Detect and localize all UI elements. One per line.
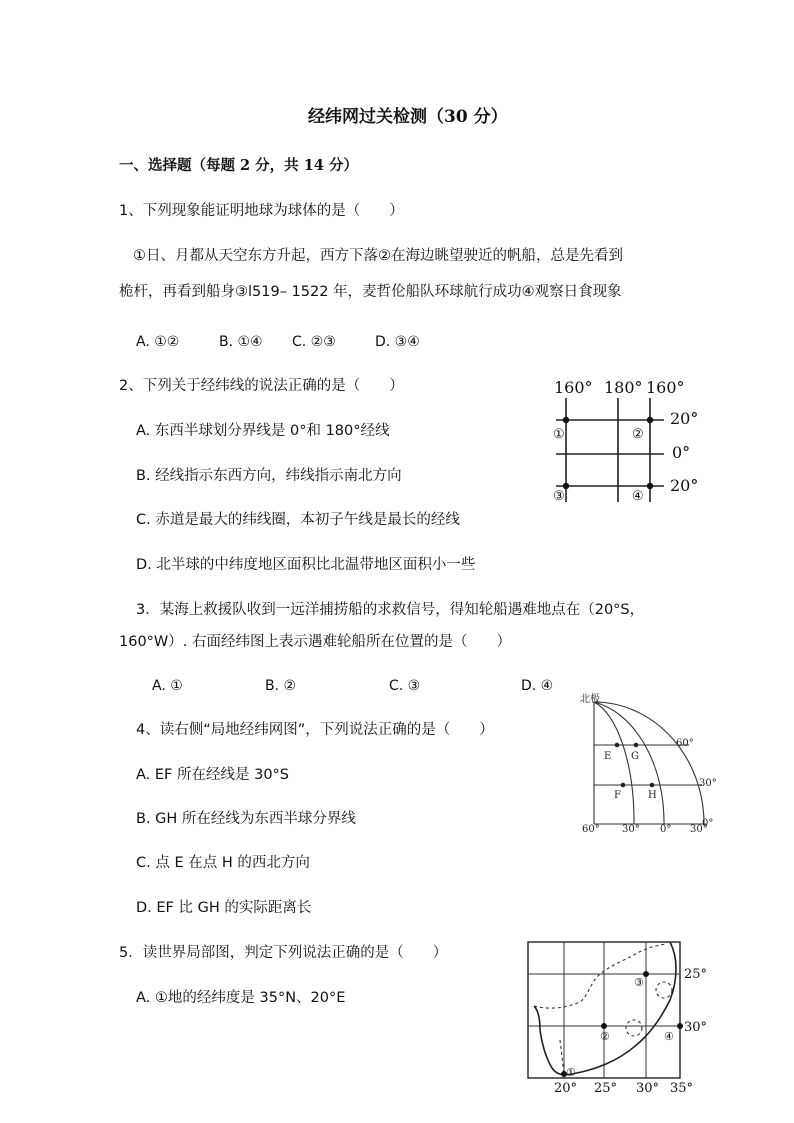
q3-option-a: A. ① (152, 678, 183, 694)
lat-lon-grid-figure (552, 376, 712, 504)
q1-stem: 1、下列现象能证明地球为球体的是（ ） (119, 203, 404, 219)
page-title: 经纬网过关检测（30 分） (308, 107, 508, 127)
world-partial-map-figure (520, 940, 708, 1098)
map-point-1: ① (566, 1066, 576, 1079)
q4-option-c: C. 点 E 在点 H 的西北方向 (136, 855, 310, 871)
q5-option-a: A. ①地的经纬度是 35°N、20°E (136, 990, 346, 1006)
grid-point-1: ① (553, 427, 565, 442)
graticule-lat-30: 30° (699, 778, 717, 789)
grid-lon-label-3: 160° (646, 378, 685, 397)
q1-option-a: A. ①② (136, 334, 180, 350)
section-heading: 一、选择题（每题 2 分，共 14 分） (119, 157, 358, 174)
q1-option-b: B. ①④ (219, 334, 263, 350)
q1-option-d: D. ③④ (375, 334, 420, 350)
map-lat-30: 30° (684, 1020, 708, 1035)
q3-option-d: D. ④ (521, 678, 554, 694)
graticule-lon-0: 0° (660, 824, 672, 835)
grid-lon-label-2: 180° (604, 378, 643, 397)
q4-option-d: D. EF 比 GH 的实际距离长 (136, 900, 312, 916)
q4-stem: 4、读右侧“局地经纬网图”，下列说法正确的是（ ） (136, 722, 494, 738)
map-lon-20: 20° (554, 1081, 578, 1096)
north-pole-label: 北极 (580, 694, 600, 705)
q1-body-line2: 桅杆，再看到船身③l519– 1522 年，麦哲伦船队环球航行成功④观察日食现象 (119, 284, 622, 300)
graticule-lon-60: 60° (582, 824, 600, 835)
graticule-point-g: G (631, 751, 639, 762)
q3-stem-line1: 3．某海上救援队收到一远洋捕捞船的求救信号，得知轮船遇难地点在（20°S， (136, 602, 645, 618)
q3-stem-line2: 160°W）. 右面经纬图上表示遇难轮船所在位置的是（ ） (119, 634, 511, 650)
map-lon-30: 30° (636, 1081, 660, 1096)
q1-body-line1: ①日、月都从天空东方升起，西方下落②在海边眺望驶近的帆船，总是先看到 (133, 248, 623, 264)
graticule-lon-30-west: 30° (622, 824, 640, 835)
local-graticule-figure (576, 690, 721, 835)
q4-option-a: A. EF 所在经线是 30°S (136, 767, 290, 783)
q5-stem: 5．读世界局部图，判定下列说法正确的是（ ） (119, 945, 448, 961)
map-point-3: ③ (634, 976, 644, 989)
map-point-2: ② (600, 1030, 610, 1043)
q2-option-a: A. 东西半球划分界线是 0°和 180°经线 (136, 423, 390, 439)
graticule-point-h: H (648, 790, 657, 801)
grid-lat-label-3: 20° (670, 476, 699, 495)
grid-point-3: ③ (553, 489, 565, 504)
map-lat-25: 25° (684, 967, 708, 982)
grid-lon-label-1: 160° (554, 378, 593, 397)
q2-option-c: C. 赤道是最大的纬线圈，本初子午线是最长的经线 (136, 512, 460, 528)
map-lon-35: 35° (670, 1081, 694, 1096)
q3-option-c: C. ③ (389, 678, 421, 694)
q3-option-b: B. ② (265, 678, 297, 694)
graticule-point-e: E (604, 751, 612, 762)
q2-stem: 2、下列关于经纬线的说法正确的是（ ） (119, 378, 404, 394)
q1-option-c: C. ②③ (292, 334, 336, 350)
grid-point-2: ② (632, 427, 644, 442)
grid-lat-label-2: 0° (672, 443, 691, 462)
q2-option-d: D. 北半球的中纬度地区面积比北温带地区面积小一些 (136, 557, 476, 573)
grid-point-4: ④ (632, 489, 644, 504)
q2-option-b: B. 经线指示东西方向，纬线指示南北方向 (136, 468, 402, 484)
graticule-point-f: F (614, 790, 621, 801)
graticule-lat-60: 60° (676, 738, 694, 749)
graticule-lat-0: 0° (702, 818, 714, 829)
grid-lat-label-1: 20° (670, 409, 699, 428)
q4-option-b: B. GH 所在经线为东西半球分界线 (136, 811, 356, 827)
map-lon-25: 25° (594, 1081, 618, 1096)
map-point-4: ④ (664, 1030, 674, 1043)
graticule-lon-30-east: 30° (690, 824, 708, 835)
